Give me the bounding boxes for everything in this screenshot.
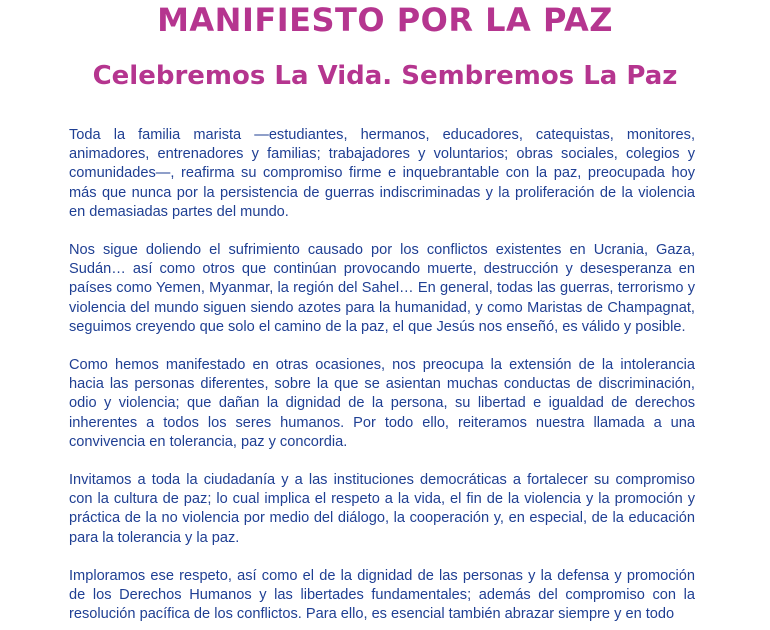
- paragraph-5: Imploramos ese respeto, así como el de la dignidad de las personas y la defensa y promoción de los Derechos Humanos y las libertades fundamentales; además del compromiso con la resolución pacífica de los conflictos. Para ello, es esencial también abrazar siempre y en todo: [69, 567, 695, 623]
- document-body: [69, 126, 695, 630]
- paragraph-3: Como hemos manifestado en otras ocasiones, nos preocupa la extensión de la intolerancia hacia las personas diferentes, sobre la que se asientan muchas conductas de discriminación, odio y violencia; que dañan la dignidad de la persona, su libertad e igualdad de derechos inherentes a todos los seres humanos. Por todo ello, reiteramos nuestra llamada a una convivencia en tolerancia, paz y concordia.: [69, 357, 695, 450]
- page-subtitle: Celebremos La Vida. Sembremos La Paz: [92, 61, 678, 91]
- page-title: MANIFIESTO POR LA PAZ: [157, 1, 613, 39]
- paragraph-2: Nos sigue doliendo el sufrimiento causado por los conflictos existentes en Ucrania, Gaza, Sudán… así como otros que continúan provocando muerte, destrucción y desesperanza en países como Yemen, Myanmar, la región del Sahel… En general, todas las guerras, terrorismo y violencia del mundo siguen siendo azotes para la humanidad, y como Maristas de Champagnat, seguimos creyendo que solo el camino de la paz, el que Jesús nos enseñó, es válido y posible.: [69, 242, 695, 335]
- paragraph-4: Invitamos a toda la ciudadanía y a las instituciones democráticas a fortalecer su compromiso con la cultura de paz; lo cual implica el respeto a la vida, el fin de la violencia y la promoción y práctica de la no violencia por medio del diálogo, la cooperación y, en especial, de la educación para la tolerancia y la paz.: [69, 472, 695, 546]
- paragraph-1: Toda la familia marista —estudiantes, hermanos, educadores, catequistas, monitores, animadores, entrenadores y familias; trabajadores y voluntarios; obras sociales, colegios y comunidades—, reafirma su compromiso firme e inquebrantable con la paz, preocupada hoy más que nunca por la persistencia de guerras indiscriminadas y la proliferación de la violencia en demasiadas partes del mundo.: [69, 127, 695, 220]
